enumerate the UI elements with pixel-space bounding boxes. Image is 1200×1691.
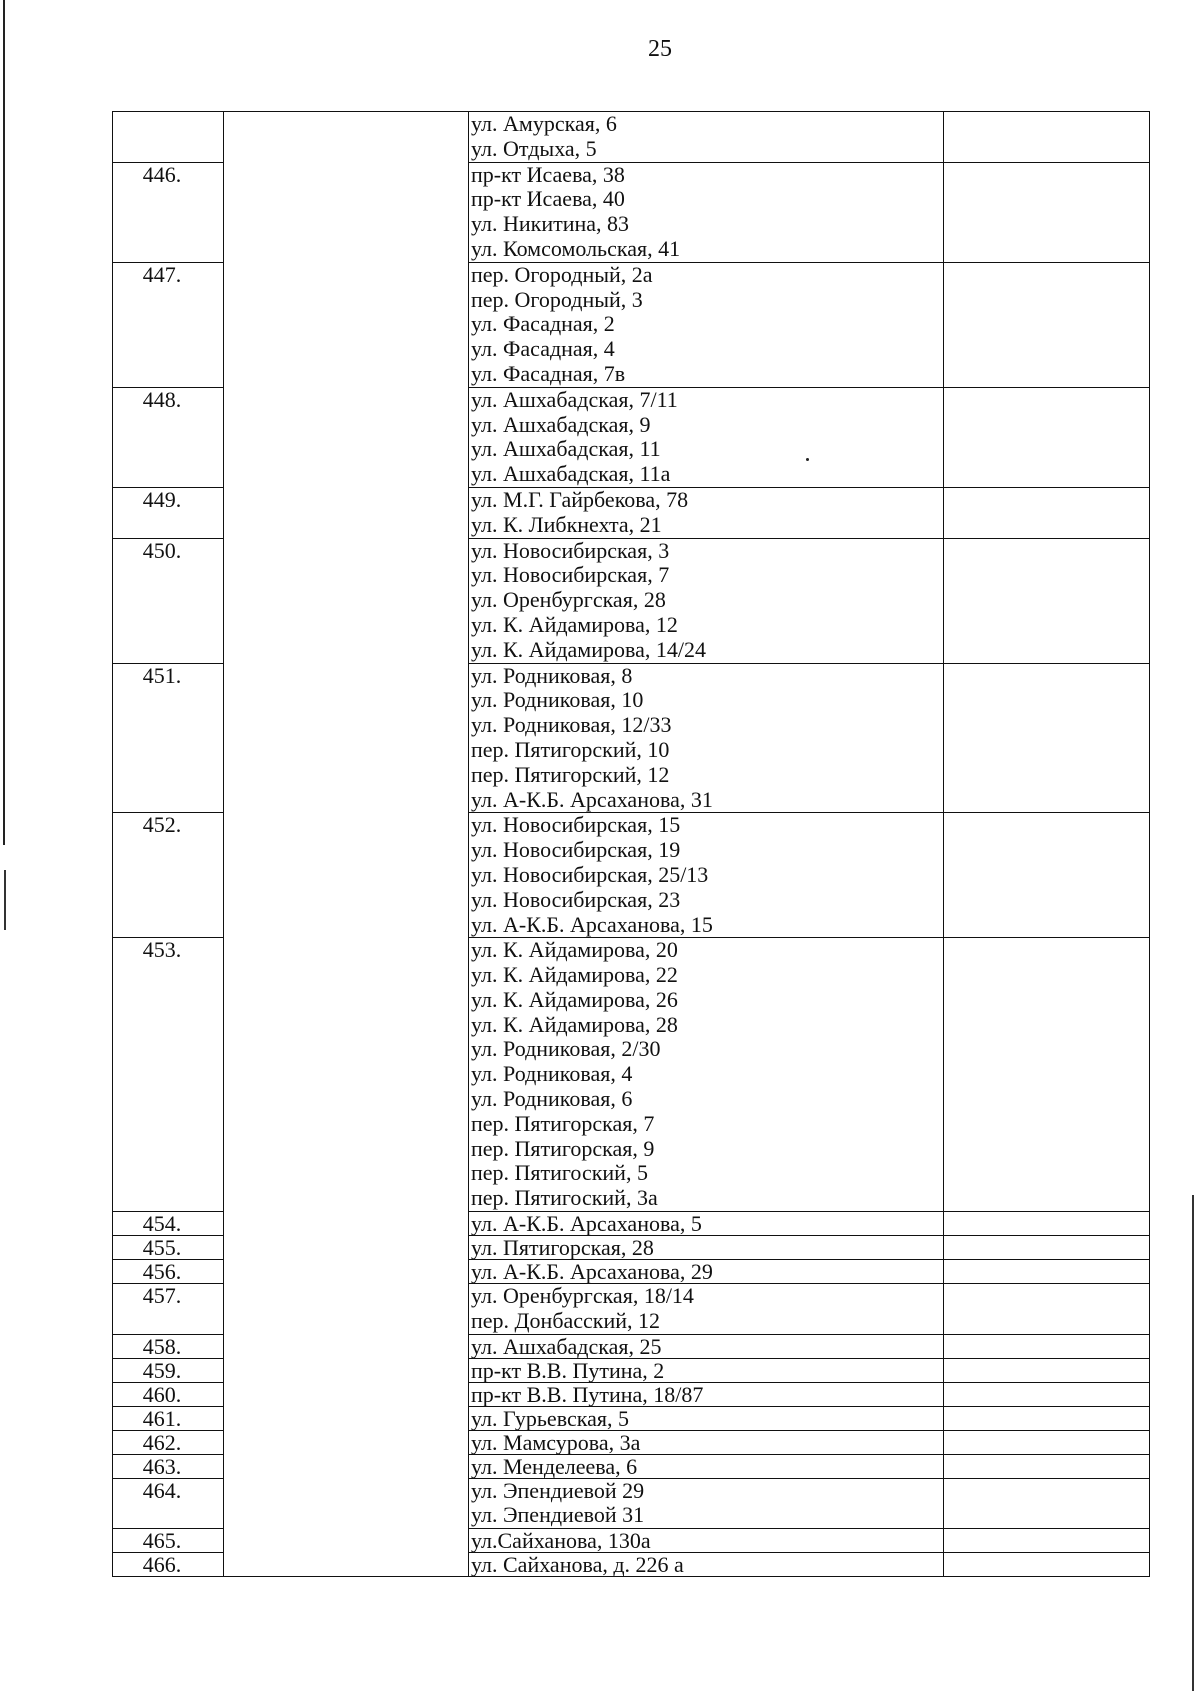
note-cell <box>944 1260 1150 1284</box>
address-line: ул. К. Либкнехта, 21 <box>471 511 662 537</box>
address-line: пр-кт Исаева, 38 <box>471 161 625 187</box>
row-number: 449. <box>113 487 224 538</box>
address-line: ул. Никитина, 83 <box>471 211 630 237</box>
address-cell <box>469 1430 944 1454</box>
address-line: ул. Амурская, 6 <box>471 111 617 136</box>
row-number: 462. <box>113 1430 224 1454</box>
address-line: ул. Родниковая, 12/33 <box>471 712 672 738</box>
address-cell <box>469 1236 944 1260</box>
row-number: 452. <box>113 813 224 938</box>
address-line: ул. К. Айдамирова, 12 <box>471 611 678 637</box>
address-line: ул. А-К.Б. Арсаханова, 29 <box>471 1259 713 1285</box>
address-line: ул. Ашхабадская, 7/11 <box>471 386 678 412</box>
address-cell <box>469 1406 944 1430</box>
address-line: ул. Эпендиевой 29 <box>471 1477 645 1503</box>
address-line: ул. Родниковая, 4 <box>471 1061 633 1087</box>
address-line: ул. Новосибирская, 7 <box>471 562 670 588</box>
row-number: 446. <box>113 162 224 262</box>
address-line: пр-кт В.В. Путина, 2 <box>471 1357 665 1383</box>
address-line: ул.Сайханова, 130а <box>471 1528 651 1554</box>
note-cell <box>944 1284 1150 1335</box>
row-number: 457. <box>113 1284 224 1335</box>
address-line: пер. Огородный, 3 <box>471 286 643 312</box>
row-number: 465. <box>113 1529 224 1553</box>
address-line: ул. Фасадная, 2 <box>471 311 615 337</box>
note-cell <box>944 1382 1150 1406</box>
address-cell <box>469 1334 944 1358</box>
address-cell <box>469 1260 944 1284</box>
address-line: ул. К. Айдамирова, 20 <box>471 937 678 963</box>
address-line: ул. А-К.Б. Арсаханова, 5 <box>471 1211 702 1237</box>
address-line: ул. Ашхабадская, 11 <box>471 436 661 462</box>
address-line: пер. Пятигоский, 5 <box>471 1160 648 1186</box>
address-cell <box>469 1212 944 1236</box>
address-line: пер. Огородный, 2а <box>471 261 653 287</box>
scan-edge-mark <box>3 0 5 845</box>
address-line: ул. А-К.Б. Арсаханова, 31 <box>471 786 713 812</box>
address-line: ул. А-К.Б. Арсаханова, 15 <box>471 911 713 937</box>
address-line: ул. Родниковая, 2/30 <box>471 1036 661 1062</box>
note-cell <box>944 663 1150 813</box>
address-cell <box>469 1382 944 1406</box>
address-line: ул. Ашхабадская, 9 <box>471 411 651 437</box>
address-line: ул. Новосибирская, 23 <box>471 886 681 912</box>
address-cell <box>469 1529 944 1553</box>
row-number: 456. <box>113 1260 224 1284</box>
address-cell <box>469 813 944 938</box>
row-number: 451. <box>113 663 224 813</box>
address-line: пер. Пятигорский, 10 <box>471 736 670 762</box>
address-cell <box>469 1478 944 1529</box>
note-cell <box>944 1236 1150 1260</box>
row-number: 448. <box>113 387 224 487</box>
address-cell <box>469 1284 944 1335</box>
address-line: ул. Ашхабадская, 11а <box>471 461 671 487</box>
address-line: ул. Новосибирская, 15 <box>471 812 681 838</box>
note-cell <box>944 813 1150 938</box>
address-line: ул. Менделеева, 6 <box>471 1453 638 1479</box>
scan-edge-mark <box>1192 1195 1194 1691</box>
address-line: ул. Эпендиевой 31 <box>471 1502 645 1528</box>
row-number: 453. <box>113 938 224 1212</box>
note-cell <box>944 1406 1150 1430</box>
row-number: 461. <box>113 1406 224 1430</box>
address-line: ул. Родниковая, 6 <box>471 1086 633 1112</box>
address-line: ул. Оренбургская, 18/14 <box>471 1283 694 1309</box>
note-cell <box>944 938 1150 1212</box>
address-cell <box>469 1454 944 1478</box>
note-cell <box>944 1478 1150 1529</box>
address-line: ул. К. Айдамирова, 28 <box>471 1011 678 1037</box>
address-line: ул. Новосибирская, 3 <box>471 537 670 563</box>
address-line: ул. Новосибирская, 19 <box>471 837 681 863</box>
note-cell <box>944 1430 1150 1454</box>
address-cell <box>469 262 944 387</box>
address-line: ул. Родниковая, 8 <box>471 662 633 688</box>
address-line: пер. Пятигорский, 12 <box>471 761 670 787</box>
row-number: 458. <box>113 1334 224 1358</box>
address-line: ул. К. Айдамирова, 26 <box>471 986 678 1012</box>
address-line: ул. Новосибирская, 25/13 <box>471 861 709 887</box>
address-cell <box>469 112 944 163</box>
scan-edge-mark <box>4 870 6 930</box>
page-number: 25 <box>648 36 672 62</box>
address-line: ул. Отдыха, 5 <box>471 135 597 161</box>
address-line: ул. Сайханова, д. 226 а <box>471 1552 684 1578</box>
address-line: ул. Пятигорская, 28 <box>471 1235 654 1261</box>
note-cell <box>944 112 1150 163</box>
row-number <box>113 112 224 163</box>
address-cell <box>469 938 944 1212</box>
address-line: пр-кт В.В. Путина, 18/87 <box>471 1381 704 1407</box>
note-cell <box>944 538 1150 663</box>
note-cell <box>944 487 1150 538</box>
note-cell <box>944 1529 1150 1553</box>
address-table <box>112 111 1150 1577</box>
address-line: пер. Пятигорская, 7 <box>471 1110 655 1136</box>
address-cell <box>469 387 944 487</box>
address-cell <box>469 1358 944 1382</box>
note-cell <box>944 162 1150 262</box>
address-line: ул. Мамсурова, 3а <box>471 1429 641 1455</box>
address-cell <box>469 1553 944 1577</box>
note-cell <box>944 1212 1150 1236</box>
note-cell <box>944 1358 1150 1382</box>
address-table-body <box>113 112 1150 1577</box>
row-number: 460. <box>113 1382 224 1406</box>
address-cell <box>469 162 944 262</box>
note-cell <box>944 387 1150 487</box>
address-line: ул. К. Айдамирова, 14/24 <box>471 636 706 662</box>
row-number: 464. <box>113 1478 224 1529</box>
address-line: ул. К. Айдамирова, 22 <box>471 962 678 988</box>
row-number: 450. <box>113 538 224 663</box>
note-cell <box>944 1553 1150 1577</box>
address-cell <box>469 538 944 663</box>
address-line: ул. Гурьевская, 5 <box>471 1405 629 1431</box>
address-cell <box>469 487 944 538</box>
row-number: 455. <box>113 1236 224 1260</box>
address-line: пр-кт Исаева, 40 <box>471 186 625 212</box>
address-line: пер. Донбасский, 12 <box>471 1307 661 1333</box>
note-cell <box>944 262 1150 387</box>
note-cell <box>944 1454 1150 1478</box>
address-line: пер. Пятигорская, 9 <box>471 1135 655 1161</box>
row-number: 463. <box>113 1454 224 1478</box>
address-line: ул. Ашхабадская, 25 <box>471 1333 662 1359</box>
address-line: ул. Фасадная, 7в <box>471 360 626 386</box>
row-number: 454. <box>113 1212 224 1236</box>
note-cell <box>944 1334 1150 1358</box>
address-line: ул. М.Г. Гайрбекова, 78 <box>471 486 689 512</box>
table-row <box>113 112 1150 163</box>
address-line: ул. Оренбургская, 28 <box>471 587 666 613</box>
address-line: пер. Пятигоский, 3а <box>471 1185 658 1211</box>
address-cell <box>469 663 944 813</box>
address-line: ул. Комсомольская, 41 <box>471 235 681 261</box>
row-number: 447. <box>113 262 224 387</box>
row-number: 466. <box>113 1553 224 1577</box>
row-number: 459. <box>113 1358 224 1382</box>
address-line: ул. Фасадная, 4 <box>471 336 615 362</box>
address-line: ул. Родниковая, 10 <box>471 687 644 713</box>
name-column-cell <box>224 112 469 1577</box>
